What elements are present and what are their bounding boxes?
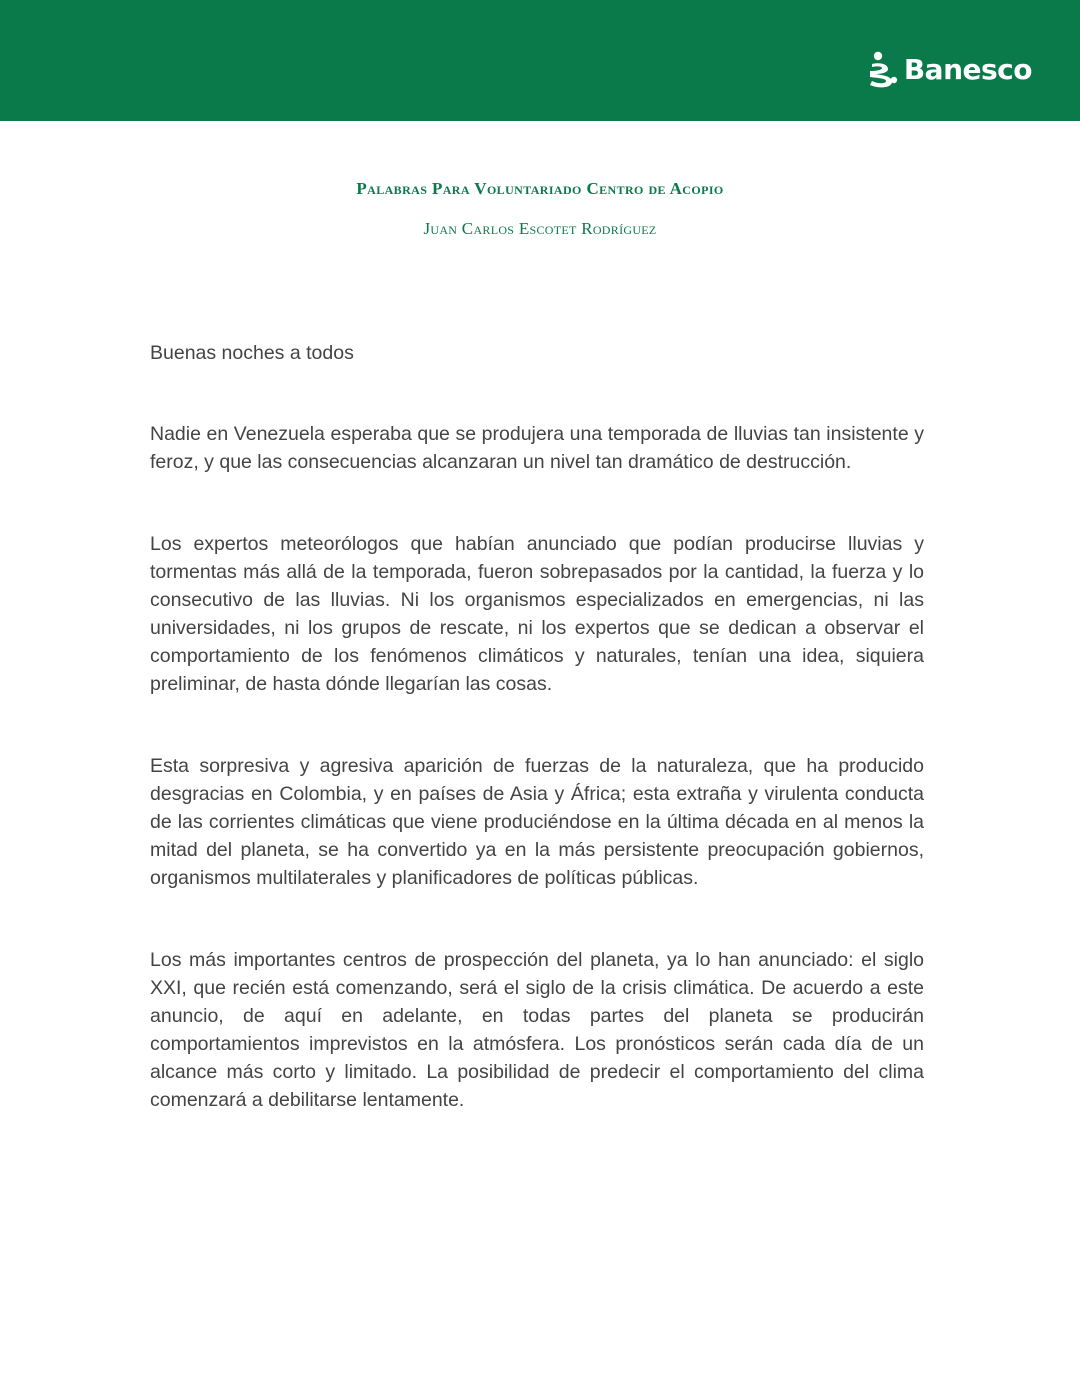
greeting-line: Buenas noches a todos xyxy=(150,342,354,364)
body-paragraph: Esta sorpresiva y agresiva aparición de fuerzas de la naturaleza, que ha producido desgracias en Colombia, y en países de Asia y África; esta extraña y virulenta conducta de las corrientes climáticas que viene produciéndose en la última década en al menos la mitad del planeta, se ha convertido ya en la más persistente preocupación gobiernos, organismos multilaterales y planificadores de políticas públicas. xyxy=(150,755,924,889)
document-author: Juan Carlos Escotet Rodríguez xyxy=(423,219,657,238)
banesco-logo-icon xyxy=(866,50,900,90)
document-title: Palabras Para Voluntariado Centro de Acopio xyxy=(356,179,724,198)
document-body xyxy=(150,339,924,1168)
brand-name: Banesco xyxy=(903,53,1032,86)
body-paragraph: Los expertos meteorólogos que habían anunciado que podían producirse lluvias y tormentas más allá de la temporada, fueron sobrepasados por la cantidad, la fuerza y lo consecutivo de las lluvias. Ni los organismos especializados en emergencias, ni las universidades, ni los grupos de rescate, ni los expertos que se dedican a observar el comportamiento de los fenómenos climáticos y naturales, tenían una idea, siquiera preliminar, de hasta dónde llegarían las cosas. xyxy=(150,533,924,695)
body-paragraph: Los más importantes centros de prospección del planeta, ya lo han anunciado: el siglo XXI, que recién está comenzando, será el siglo de la crisis climática. De acuerdo a este anuncio, de aquí en adelante, en todas partes del planeta se producirán comportamientos imprevistos en la atmósfera. Los pronósticos serán cada día de un alcance más corto y limitado. La posibilidad de predecir el comportamiento del clima comenzará a debilitarse lentamente. xyxy=(150,949,924,1111)
document-heading xyxy=(0,176,1080,242)
body-paragraph: Nadie en Venezuela esperaba que se produjera una temporada de lluvias tan insistente y feroz, y que las consecuencias alcanzaran un nivel tan dramático de destrucción. xyxy=(150,423,924,473)
header-bar xyxy=(0,0,1080,121)
brand-logo xyxy=(866,48,1032,92)
